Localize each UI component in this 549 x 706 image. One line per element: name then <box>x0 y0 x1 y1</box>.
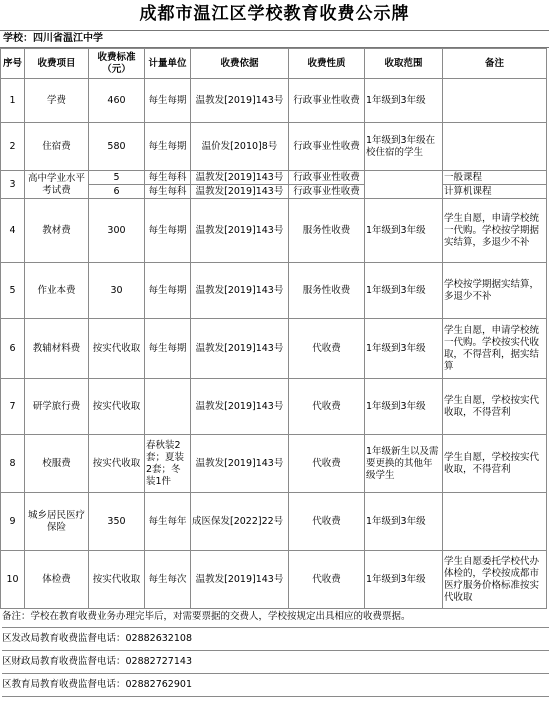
fee-scope: 1年级到3年级 <box>365 263 443 319</box>
fee-basis: 温教发[2019]143号 <box>191 199 289 263</box>
fee-unit: 每生每年 <box>145 493 191 551</box>
fee-item: 城乡居民医疗保险 <box>25 493 89 551</box>
fee-nature: 代收费 <box>289 551 365 609</box>
fee-scope: 1年级到3年级 <box>365 79 443 123</box>
fee-basis: 成医保发[2022]22号 <box>191 493 289 551</box>
fee-basis: 温教发[2019]143号 <box>191 171 289 185</box>
row-number: 6 <box>1 319 25 379</box>
fee-standard: 300 <box>89 199 145 263</box>
notes-section <box>0 609 549 697</box>
fee-unit: 春秋装2套；夏装2套；冬装1件 <box>145 435 191 493</box>
contact-line: 区教育局教育收费监督电话：02882762901 <box>2 674 549 697</box>
fee-standard: 按实代收取 <box>89 435 145 493</box>
fee-unit <box>145 379 191 435</box>
row-number: 10 <box>1 551 25 609</box>
fee-unit: 每生每期 <box>145 319 191 379</box>
col-header: 备注 <box>443 49 547 79</box>
fee-item: 体检费 <box>25 551 89 609</box>
row-number: 3 <box>1 171 25 199</box>
fee-nature: 行政事业性收费 <box>289 79 365 123</box>
fee-nature: 服务性收费 <box>289 263 365 319</box>
school-name: 四川省温江中学 <box>33 33 103 44</box>
fee-basis: 温教发[2019]143号 <box>191 79 289 123</box>
fee-item: 高中学业水平考试费 <box>25 171 89 199</box>
table-row <box>1 435 547 493</box>
footnote: 备注：学校在教育收费业务办理完毕后，对需要票据的交费人，学校按规定出具相应的收费票据。 <box>2 609 549 628</box>
fee-unit: 每生每期 <box>145 199 191 263</box>
fee-unit: 每生每次 <box>145 551 191 609</box>
row-number: 8 <box>1 435 25 493</box>
fee-basis: 温教发[2019]143号 <box>191 263 289 319</box>
col-header: 收费项目 <box>25 49 89 79</box>
fee-item: 学费 <box>25 79 89 123</box>
fee-scope <box>365 171 443 199</box>
fee-basis: 温教发[2019]143号 <box>191 435 289 493</box>
fee-unit: 每生每科 <box>145 171 191 185</box>
table-row <box>1 493 547 551</box>
table-row <box>1 79 547 123</box>
fee-note: 学生自愿，学校按实代收取，不得营利 <box>443 435 547 493</box>
fee-nature: 代收费 <box>289 493 365 551</box>
fee-note: 学生自愿，学校按实代收取，不得营利 <box>443 379 547 435</box>
fee-note: 学生自愿，申请学校统一代购。学校按学期据实结算，多退少不补 <box>443 199 547 263</box>
fee-item: 住宿费 <box>25 123 89 171</box>
fee-basis: 温教发[2019]143号 <box>191 551 289 609</box>
fee-basis: 温教发[2019]143号 <box>191 379 289 435</box>
fee-scope: 1年级到3年级在校住宿的学生 <box>365 123 443 171</box>
contact-line: 区发改局教育收费监督电话：02882632108 <box>2 628 549 651</box>
table-row <box>1 199 547 263</box>
fee-unit: 每生每科 <box>145 185 191 199</box>
row-number: 1 <box>1 79 25 123</box>
fee-nature: 行政事业性收费 <box>289 171 365 185</box>
table-row <box>1 123 547 171</box>
fee-standard: 350 <box>89 493 145 551</box>
col-header: 收取范围 <box>365 49 443 79</box>
fee-item: 教辅材料费 <box>25 319 89 379</box>
table-row <box>1 171 547 185</box>
fee-standard: 6 <box>89 185 145 199</box>
school-label: 学校： <box>3 33 33 44</box>
fee-nature: 行政事业性收费 <box>289 123 365 171</box>
page-title: 成都市温江区学校教育收费公示牌 <box>0 0 549 31</box>
table-row <box>1 379 547 435</box>
fee-nature: 服务性收费 <box>289 199 365 263</box>
table-row <box>1 551 547 609</box>
fee-basis: 温价发[2010]8号 <box>191 123 289 171</box>
row-number: 9 <box>1 493 25 551</box>
fee-standard: 460 <box>89 79 145 123</box>
fee-basis: 温教发[2019]143号 <box>191 185 289 199</box>
fee-scope: 1年级到3年级 <box>365 319 443 379</box>
fee-nature: 代收费 <box>289 319 365 379</box>
col-header: 收费性质 <box>289 49 365 79</box>
fee-nature: 行政事业性收费 <box>289 185 365 199</box>
fee-scope: 1年级到3年级 <box>365 493 443 551</box>
fee-scope: 1年级到3年级 <box>365 199 443 263</box>
fee-scope: 1年级到3年级 <box>365 551 443 609</box>
fee-nature: 代收费 <box>289 379 365 435</box>
row-number: 7 <box>1 379 25 435</box>
fee-standard: 按实代收取 <box>89 319 145 379</box>
fee-note <box>443 79 547 123</box>
fee-table <box>0 48 547 609</box>
fee-note: 学校按学期据实结算，多退少不补 <box>443 263 547 319</box>
fee-item: 作业本费 <box>25 263 89 319</box>
fee-note <box>443 123 547 171</box>
fee-item: 研学旅行费 <box>25 379 89 435</box>
fee-nature: 代收费 <box>289 435 365 493</box>
fee-unit: 每生每期 <box>145 79 191 123</box>
row-number: 2 <box>1 123 25 171</box>
row-number: 4 <box>1 199 25 263</box>
table-row <box>1 319 547 379</box>
fee-scope: 1年级新生以及需要更换的其他年级学生 <box>365 435 443 493</box>
fee-note: 计算机课程 <box>443 185 547 199</box>
fee-standard: 30 <box>89 263 145 319</box>
row-number: 5 <box>1 263 25 319</box>
fee-unit: 每生每期 <box>145 123 191 171</box>
fee-standard: 按实代收取 <box>89 379 145 435</box>
fee-note: 学生自愿委托学校代办体检的，学校按成都市医疗服务价格标准按实代收取 <box>443 551 547 609</box>
col-header: 序号 <box>1 49 25 79</box>
fee-note: 一般课程 <box>443 171 547 185</box>
col-header: 收费依据 <box>191 49 289 79</box>
fee-standard: 按实代收取 <box>89 551 145 609</box>
school-line <box>0 31 549 48</box>
fee-standard: 5 <box>89 171 145 185</box>
contact-line: 区财政局教育收费监督电话：02882727143 <box>2 651 549 674</box>
fee-note <box>443 493 547 551</box>
fee-standard: 580 <box>89 123 145 171</box>
fee-unit: 每生每期 <box>145 263 191 319</box>
table-row <box>1 263 547 319</box>
fee-note: 学生自愿，申请学校统一代购。学校按实代收取，不得营利，据实结算 <box>443 319 547 379</box>
col-header: 计量单位 <box>145 49 191 79</box>
fee-item: 校服费 <box>25 435 89 493</box>
fee-basis: 温教发[2019]143号 <box>191 319 289 379</box>
header-row <box>1 49 547 79</box>
fee-scope: 1年级到3年级 <box>365 379 443 435</box>
fee-item: 教材费 <box>25 199 89 263</box>
col-header: 收费标准（元） <box>89 49 145 79</box>
